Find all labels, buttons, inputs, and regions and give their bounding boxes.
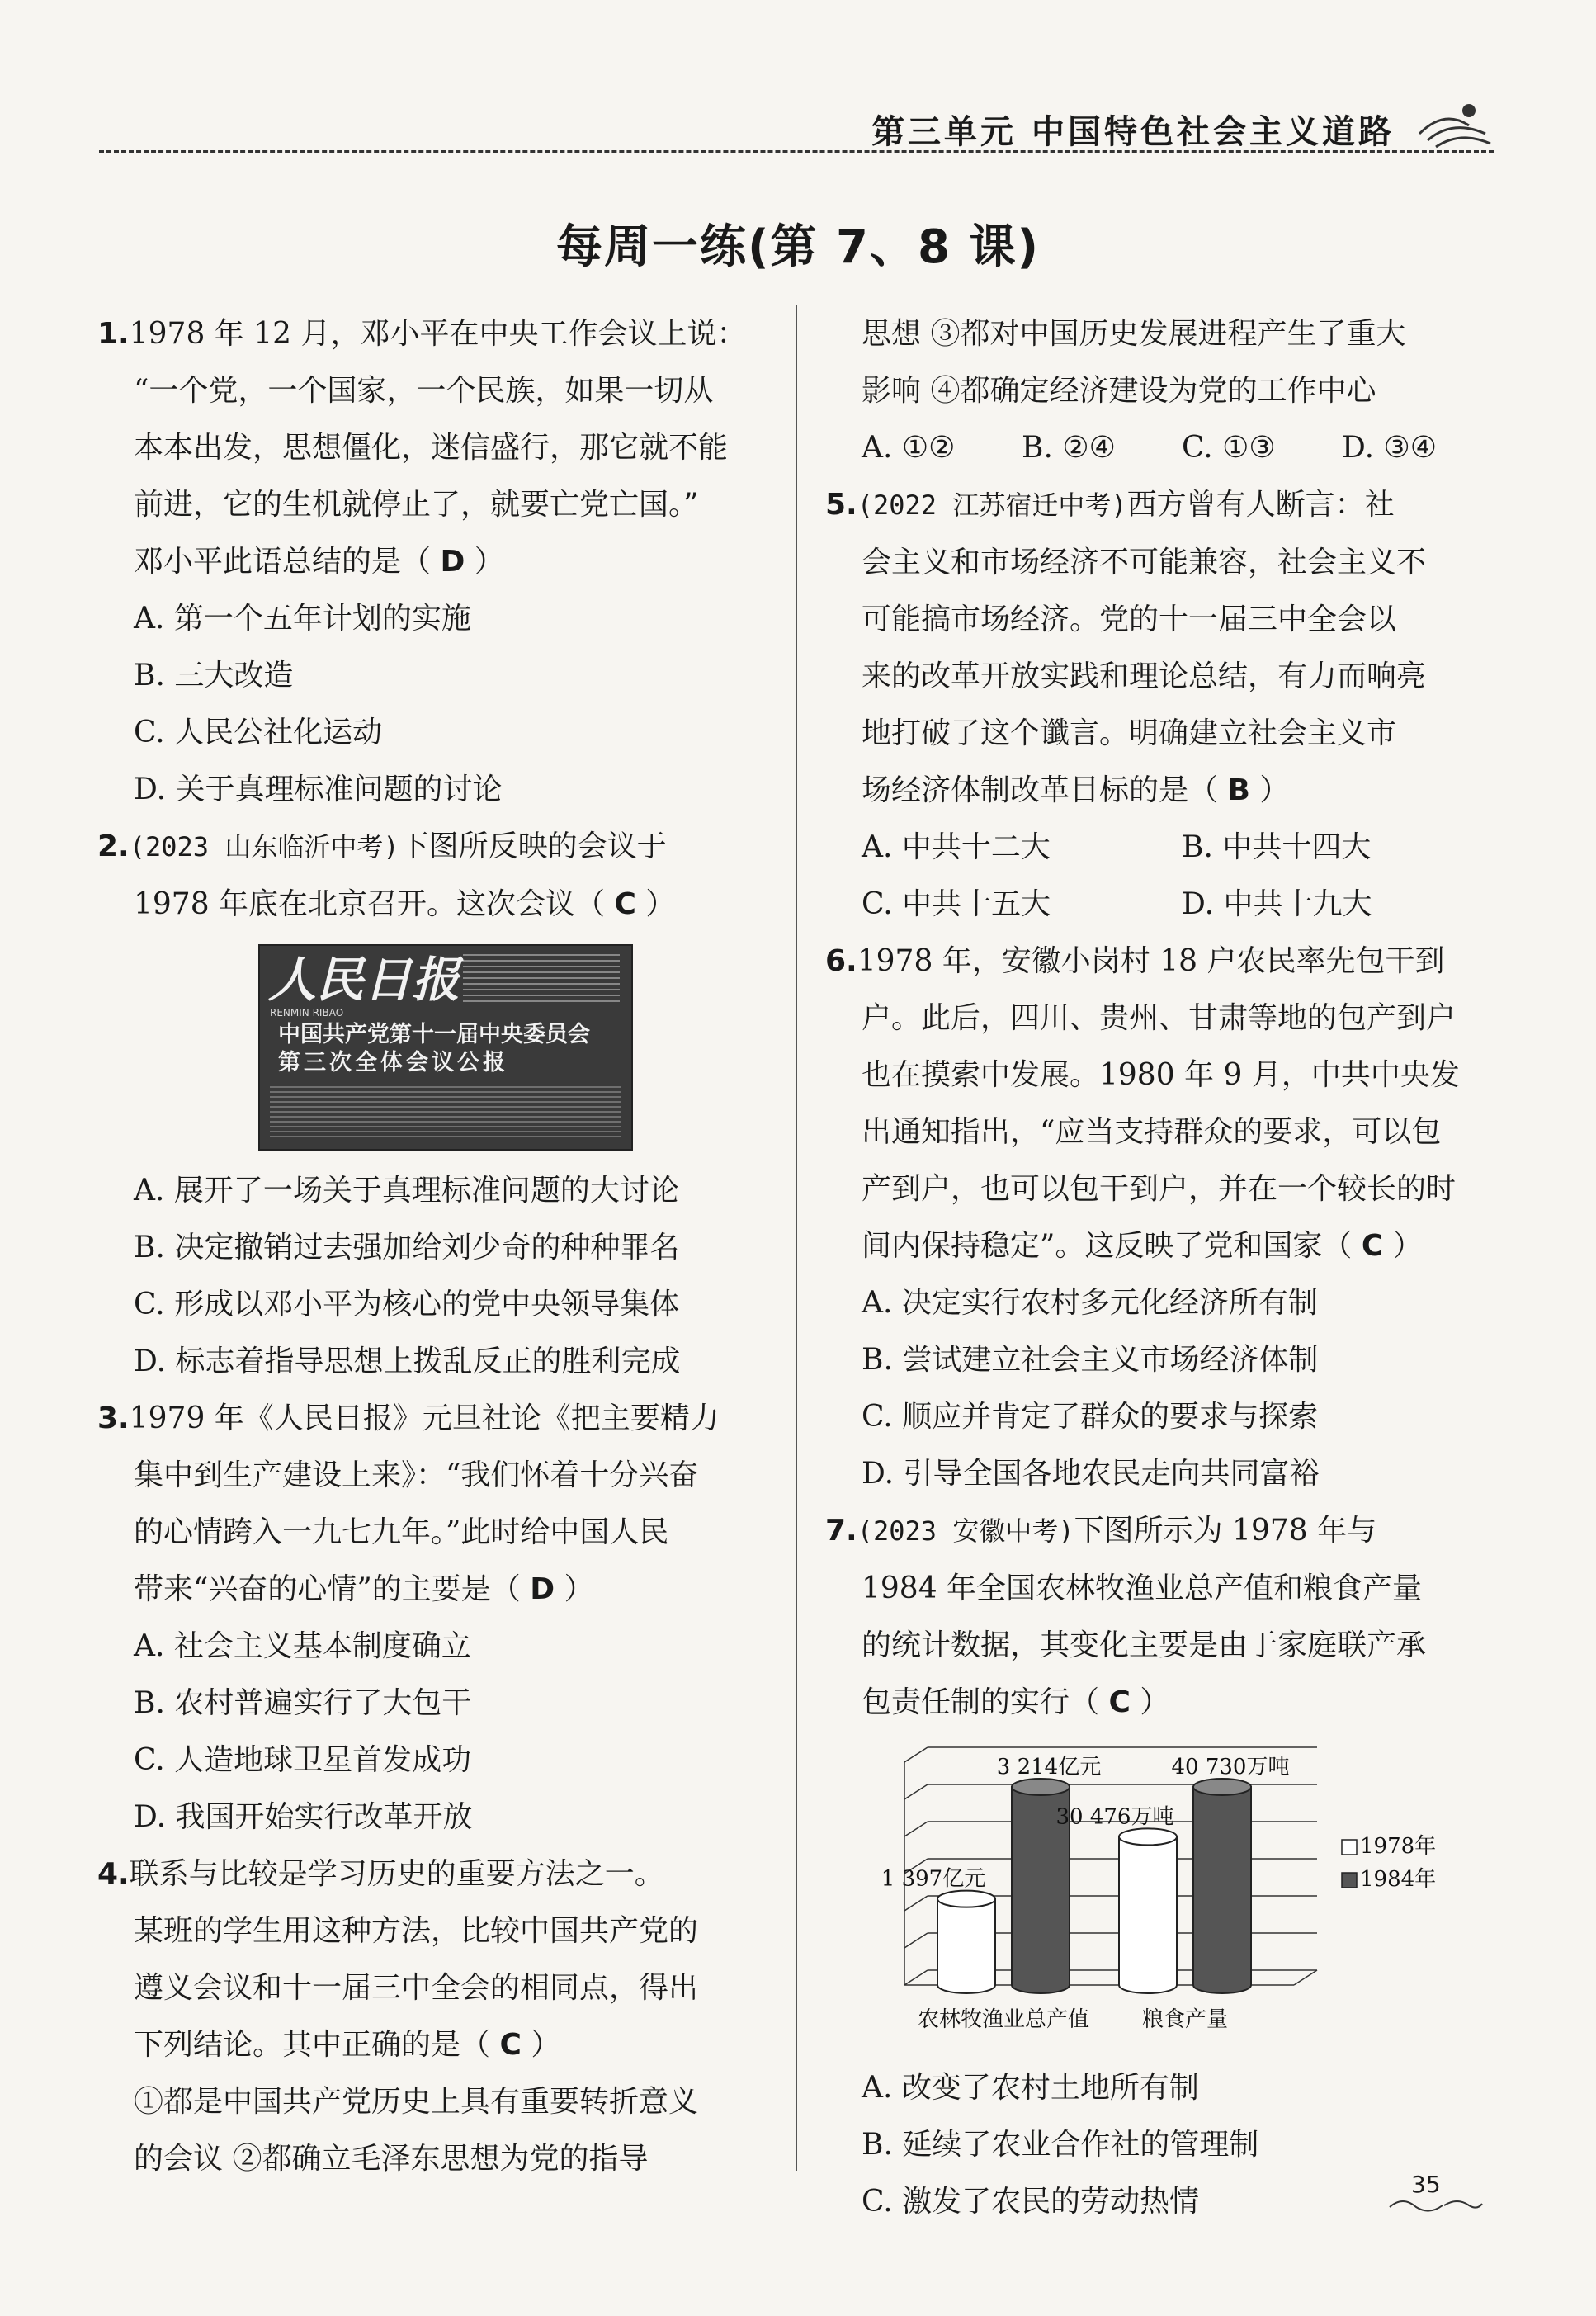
question-text: “一个党，一个国家，一个民族，如果一切从 [134, 374, 714, 408]
option: A. 决定实行农村多元化经济所有制 [862, 1286, 1318, 1320]
question-number: 2. [97, 830, 130, 863]
question-text: 西方曾有人断言：社 [1126, 488, 1395, 522]
grid-line [904, 1933, 928, 1948]
bar [937, 1899, 995, 1993]
question-4 [97, 1846, 758, 2187]
grid-line [904, 1784, 928, 1799]
close-paren: ） [564, 1572, 594, 1606]
newspaper-body-text [270, 1086, 621, 1141]
question-text: 邓小平此语总结的是（ [134, 545, 432, 579]
question-text: 某班的学生用这种方法，比较中国共产党的 [134, 1914, 699, 1948]
option: B. 农村普遍实行了大包干 [134, 1686, 472, 1720]
newspaper-headline: 中国共产党第十一届中央委员会 [278, 1022, 590, 1047]
option: B. 尝试建立社会主义市场经济体制 [862, 1343, 1319, 1377]
close-paren: ） [645, 887, 676, 921]
question-3 [97, 1390, 758, 1846]
question-text: 地打破了这个谶言。明确建立社会主义市 [862, 716, 1397, 750]
unit-title: 第三单元 中国特色社会主义道路 [871, 112, 1395, 151]
answer: C [499, 2028, 522, 2062]
right-column [825, 305, 1502, 2230]
question-text: 集中到生产建设上来》：“我们怀着十分兴奋 [134, 1458, 699, 1492]
option: B. 延续了农业合作社的管理制 [862, 2128, 1259, 2162]
page-number: 35 [1411, 2171, 1441, 2198]
statement: 的会议 ②都确立毛泽东思想为党的指导 [134, 2142, 649, 2176]
question-2 [97, 818, 758, 1390]
bar-chart-svg [855, 1737, 1482, 2051]
question-5 [825, 476, 1502, 933]
newspaper-headline: 第三次全体会议公报 [278, 1050, 508, 1075]
statement: 影响 ④都确定经济建设为党的工作中心 [862, 374, 1376, 408]
question-text: 联系与比较是学习历史的重要方法之一。 [129, 1857, 664, 1891]
legend-swatch [1342, 1873, 1357, 1888]
close-paren: ） [1392, 1229, 1423, 1263]
newspaper-image [258, 944, 633, 1151]
answer: B [1227, 773, 1250, 807]
option: D. 关于真理标准问题的讨论 [134, 773, 503, 806]
question-number: 3. [97, 1401, 130, 1435]
question-1 [97, 305, 758, 818]
question-text: 1979 年《人民日报》元旦社论《把主要精力 [129, 1401, 720, 1435]
option: D. 中共十九大 [1182, 887, 1372, 921]
question-text: 也在摸索中发展。1980 年 9 月，中共中央发 [862, 1058, 1460, 1092]
footer-ornament-icon [1386, 2195, 1485, 2215]
data-label: 1 397亿元 [881, 1866, 986, 1892]
grid-line [904, 1747, 928, 1762]
option: B. 决定撤销过去强加给刘少奇的种种罪名 [134, 1231, 680, 1264]
answer: D [440, 545, 465, 579]
question-7 [825, 1502, 1502, 2230]
grid-line [904, 1822, 928, 1836]
option: C. 中共十五大 [862, 887, 1051, 921]
option: B. ②④ [1022, 431, 1116, 465]
bar-top [1193, 1779, 1251, 1795]
option: A. 中共十二大 [862, 830, 1051, 864]
statement: 思想 ③都对中国历史发展进程产生了重大 [862, 317, 1406, 351]
grid-line [904, 1970, 928, 1985]
close-paren: ） [1140, 1685, 1170, 1719]
question-text: 包责任制的实行（ [862, 1685, 1100, 1719]
option: C. 激发了农民的劳动热情 [862, 2185, 1200, 2219]
option: A. 社会主义基本制度确立 [134, 1629, 471, 1663]
question-text: 本本出发，思想僵化，迷信盛行，那它就不能 [134, 431, 729, 465]
option: C. ①③ [1182, 431, 1276, 465]
option: C. 形成以邓小平为核心的党中央领导集体 [134, 1288, 680, 1321]
legend-label: 1978年 [1360, 1834, 1437, 1859]
question-source: (2022 江苏宿迁中考) [857, 489, 1127, 521]
option-row [825, 876, 1502, 933]
option: C. 人民公社化运动 [134, 716, 383, 749]
question-text: 1984 年全国农林牧渔业总产值和粮食产量 [862, 1572, 1423, 1605]
option: A. 第一个五年计划的实施 [134, 602, 471, 636]
x-axis-line [1294, 1970, 1317, 1985]
question-text: 下列结论。其中正确的是（ [134, 2028, 491, 2062]
legend-label: 1984年 [1360, 1867, 1437, 1892]
column-divider [796, 305, 797, 2171]
bar-chart [855, 1737, 1482, 2051]
legend-swatch [1342, 1840, 1357, 1855]
question-text: 可能搞市场经济。党的十一届三中全会以 [862, 603, 1397, 636]
question-text: 前进，它的生机就停止了，就要亡党亡国。” [134, 488, 699, 522]
page-title: 每周一练(第 7、8 课) [555, 220, 1041, 274]
statement: ①都是中国共产党历史上具有重要转折意义 [134, 2085, 699, 2119]
option: A. 展开了一场关于真理标准问题的大讨论 [134, 1174, 679, 1208]
question-number: 6. [825, 944, 857, 978]
question-text: 会主义和市场经济不可能兼容，社会主义不 [862, 546, 1427, 579]
option: B. 中共十四大 [1182, 830, 1372, 864]
bar-top [1119, 1828, 1177, 1845]
question-number: 1. [97, 317, 130, 351]
answer: C [1108, 1685, 1131, 1719]
option-row [825, 819, 1502, 876]
newspaper-pinyin: RENMIN RIBAO [270, 1007, 344, 1019]
left-column [97, 305, 758, 2187]
question-number: 7. [825, 1514, 857, 1548]
option: D. 标志着指导思想上拨乱反正的胜利完成 [134, 1345, 681, 1378]
question-source: (2023 安徽中考) [857, 1515, 1074, 1547]
header-dashed-rule [99, 150, 1494, 153]
option: D. ③④ [1342, 431, 1438, 465]
category-label: 粮食产量 [1141, 2007, 1229, 2032]
question-6 [825, 933, 1502, 1502]
answer: C [1361, 1229, 1384, 1263]
bar [1119, 1836, 1177, 1993]
question-text: 的统计数据，其变化主要是由于家庭联产承 [862, 1628, 1427, 1662]
newspaper-masthead: 人民日报 [268, 952, 460, 1008]
question-number: 5. [825, 488, 857, 522]
question-text: 间内保持稳定”。这反映了党和国家（ [862, 1229, 1353, 1263]
question-4-continued [825, 305, 1502, 476]
option: D. 我国开始实行改革开放 [134, 1800, 473, 1834]
question-text: 1978 年底在北京召开。这次会议（ [134, 887, 606, 921]
leaf-ornament-icon [1411, 101, 1494, 150]
option: D. 引导全国各地农民走向共同富裕 [862, 1457, 1320, 1491]
question-text: 出通知指出，“应当支持群众的要求，可以包 [862, 1115, 1442, 1149]
bar-top [1012, 1779, 1070, 1795]
grid-line [904, 1896, 928, 1911]
question-text: 1978 年，安徽小岗村 18 户农民率先包干到 [857, 944, 1445, 978]
option: A. ①② [862, 431, 956, 465]
option: C. 顺应并肯定了群众的要求与探索 [862, 1400, 1319, 1434]
question-source: (2023 山东临沂中考) [129, 831, 399, 863]
newspaper-sidebar [463, 954, 620, 1005]
answer: C [614, 887, 636, 921]
question-number: 4. [97, 1857, 130, 1891]
bar [1193, 1787, 1251, 1993]
question-text: 产到户，也可以包干到户，并在一个较长的时 [862, 1172, 1457, 1206]
page-header [99, 97, 1494, 155]
question-text: 1978 年 12 月，邓小平在中央工作会议上说： [129, 317, 747, 351]
question-text: 场经济体制改革目标的是（ [862, 773, 1219, 807]
question-text: 下图所反映的会议于 [399, 830, 667, 863]
question-text: 户。此后，四川、贵州、甘肃等地的包产到户 [862, 1001, 1457, 1035]
data-label: 40 730万吨 [1171, 1755, 1290, 1780]
close-paren: ） [1259, 773, 1290, 807]
category-label: 农林牧渔业总产值 [917, 2007, 1090, 2032]
data-label: 30 476万吨 [1055, 1804, 1174, 1830]
option: C. 人造地球卫星首发成功 [134, 1743, 472, 1777]
answer: D [530, 1572, 555, 1606]
question-text: 下图所示为 1978 年与 [1074, 1514, 1377, 1548]
option-row [825, 419, 1502, 476]
bar-top [937, 1891, 995, 1907]
option: A. 改变了农村土地所有制 [862, 2071, 1199, 2105]
question-text: 来的改革开放实践和理论总结，有力而响亮 [862, 659, 1427, 693]
question-text: 的心情跨入一九七九年。”此时给中国人民 [134, 1515, 669, 1549]
option: B. 三大改造 [134, 659, 294, 692]
close-paren: ） [531, 2028, 561, 2062]
question-text: 遵义会议和十一届三中全会的相同点，得出 [134, 1971, 699, 2005]
data-label: 3 214亿元 [996, 1755, 1102, 1780]
question-text: 带来“兴奋的心情”的主要是（ [134, 1572, 521, 1606]
close-paren: ） [474, 545, 504, 579]
